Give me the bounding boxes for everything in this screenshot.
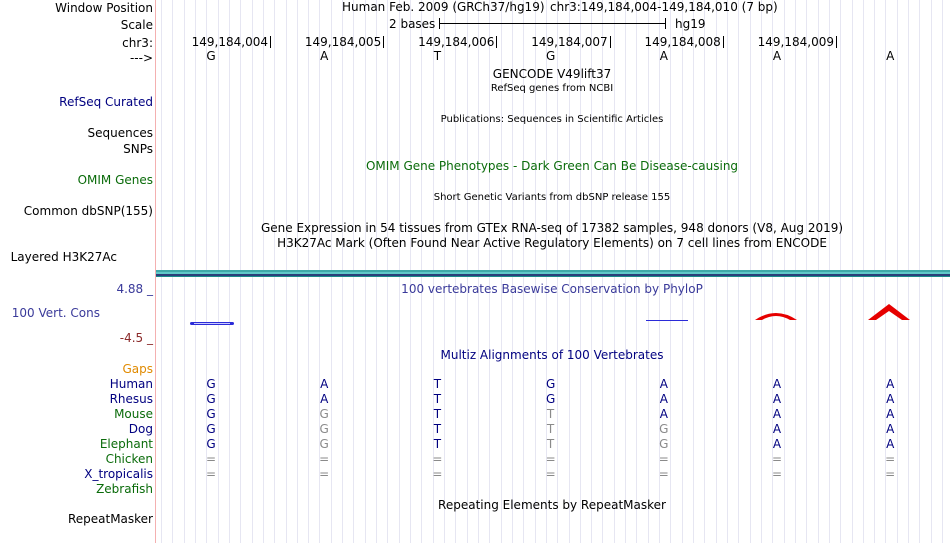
aligned-base: G — [319, 422, 329, 436]
aligned-base: A — [772, 392, 782, 406]
coordinate-label: 149,184,009 — [757, 35, 834, 49]
gencode-title[interactable]: GENCODE V49lift37 — [492, 67, 612, 81]
aligned-base: A — [886, 437, 895, 451]
species-label-elephant[interactable]: Elephant — [99, 437, 153, 451]
aligned-base: A — [886, 377, 895, 391]
label-window-position: Window Position — [55, 1, 153, 15]
reference-base: A — [320, 49, 329, 63]
phylop-peak-1 — [755, 313, 797, 320]
aligned-base: A — [659, 392, 668, 406]
refseq-desc: RefSeq genes from NCBI — [490, 83, 614, 94]
species-label-rhesus[interactable]: Rhesus — [109, 392, 153, 406]
label-phylop-min: -4.5 _ — [119, 331, 153, 345]
label-sequences[interactable]: Sequences — [87, 126, 153, 140]
aligned-base: A — [772, 377, 782, 391]
label-snps[interactable]: SNPs — [123, 142, 153, 156]
aligned-base: T — [546, 437, 555, 451]
aligned-base: A — [772, 407, 782, 421]
multiz-desc: Multiz Alignments of 100 Vertebrates — [440, 348, 664, 362]
assembly-title: Human Feb. 2009 (GRCh37/hg19) — [342, 0, 545, 14]
aligned-base: A — [772, 422, 782, 436]
scale-text: 2 bases — [389, 17, 436, 31]
aligned-base: A — [659, 407, 668, 421]
label-repeatmasker[interactable]: RepeatMasker — [67, 512, 153, 526]
label-phylop-max: 4.88 _ — [116, 282, 153, 296]
species-label-dog[interactable]: Dog — [128, 422, 153, 436]
aligned-base: G — [545, 392, 556, 406]
aligned-base: T — [546, 422, 555, 436]
scale-db: hg19 — [675, 17, 706, 31]
coordinate-label: 149,184,006 — [418, 35, 495, 49]
label-gaps[interactable]: Gaps — [122, 362, 153, 376]
reference-base: T — [433, 49, 442, 63]
species-label-chicken[interactable]: Chicken — [105, 452, 153, 466]
aligned-base: T — [433, 392, 442, 406]
label-common-dbsnp[interactable]: Common dbSNP(155) — [23, 204, 153, 218]
aligned-base: G — [206, 377, 216, 391]
aligned-base: = — [432, 467, 443, 481]
aligned-base: G — [206, 422, 216, 436]
aligned-base: A — [772, 437, 782, 451]
aligned-base: T — [433, 437, 442, 451]
publications-desc: Publications: Sequences in Scientific Articles — [440, 114, 664, 125]
coordinate-label: 149,184,007 — [531, 35, 608, 49]
aligned-base: = — [319, 452, 330, 466]
label-omim-genes[interactable]: OMIM Genes — [77, 173, 153, 187]
aligned-base: G — [659, 422, 669, 436]
aligned-base: G — [545, 377, 556, 391]
coordinate-label: 149,184,008 — [644, 35, 721, 49]
aligned-base: A — [659, 377, 668, 391]
gtex-desc: Gene Expression in 54 tissues from GTEx RNA-seq of 17382 samples, 948 donors (V8, Aug 2019) — [260, 221, 844, 235]
aligned-base: = — [658, 452, 669, 466]
aligned-base: T — [433, 407, 442, 421]
aligned-base: = — [885, 467, 896, 481]
aligned-base: = — [545, 467, 556, 481]
dbsnp-desc: Short Genetic Variants from dbSNP release 155 — [433, 192, 671, 203]
aligned-base: = — [771, 452, 783, 466]
aligned-base: G — [206, 407, 216, 421]
species-label-human[interactable]: Human — [109, 377, 153, 391]
coordinate-label: 149,184,005 — [304, 35, 382, 49]
aligned-base: G — [319, 437, 329, 451]
label-scale: Scale — [120, 18, 153, 32]
label-chr: chr3: — [122, 36, 153, 50]
species-label-zebrafish[interactable]: Zebrafish — [96, 482, 153, 496]
reference-base: G — [545, 49, 556, 63]
aligned-base: G — [659, 437, 669, 451]
species-label-x_tropicalis[interactable]: X_tropicalis — [84, 467, 153, 481]
phylop-small-bar — [646, 320, 688, 321]
aligned-base: = — [885, 452, 896, 466]
repeatmasker-desc: Repeating Elements by RepeatMasker — [438, 498, 666, 512]
aligned-base: = — [771, 467, 783, 481]
aligned-base: = — [545, 452, 556, 466]
omim-desc: OMIM Gene Phenotypes - Dark Green Can Be Disease-causing — [365, 159, 739, 173]
aligned-base: A — [320, 392, 329, 406]
label-refseq-curated[interactable]: RefSeq Curated — [59, 95, 153, 109]
phylop-peak-2 — [868, 304, 910, 320]
aligned-base: G — [206, 392, 216, 406]
species-label-mouse[interactable]: Mouse — [114, 407, 153, 421]
label-100-vert-cons[interactable]: 100 Vert. Cons — [11, 306, 100, 320]
aligned-base: T — [433, 377, 442, 391]
aligned-base: A — [886, 407, 895, 421]
aligned-base: = — [658, 467, 669, 481]
label-layered-h3k27ac[interactable]: Layered H3K27Ac — [10, 250, 117, 264]
aligned-base: G — [206, 437, 216, 451]
reference-base: A — [886, 49, 895, 63]
aligned-base: = — [205, 452, 217, 466]
h3k27ac-desc: H3K27Ac Mark (Often Found Near Active Regulatory Elements) on 7 cell lines from ENCODE — [277, 236, 827, 250]
aligned-base: T — [546, 407, 555, 421]
phylop-negative-bar-highlight — [194, 323, 230, 324]
aligned-base: = — [432, 452, 443, 466]
reference-base: G — [206, 49, 216, 63]
phylop-desc: 100 vertebrates Basewise Conservation by PhyloP — [401, 282, 703, 296]
label-strand[interactable]: ---> — [129, 51, 153, 65]
aligned-base: A — [886, 392, 895, 406]
coordinate-label: 149,184,004 — [191, 35, 268, 49]
aligned-base: A — [320, 377, 329, 391]
aligned-base: A — [886, 422, 895, 436]
aligned-base: G — [319, 407, 329, 421]
position-readout: chr3:149,184,004-149,184,010 (7 bp) — [550, 0, 778, 14]
aligned-base: = — [205, 467, 217, 481]
reference-base: A — [772, 49, 782, 63]
aligned-base: = — [319, 467, 330, 481]
reference-base: A — [659, 49, 668, 63]
aligned-base: T — [433, 422, 442, 436]
